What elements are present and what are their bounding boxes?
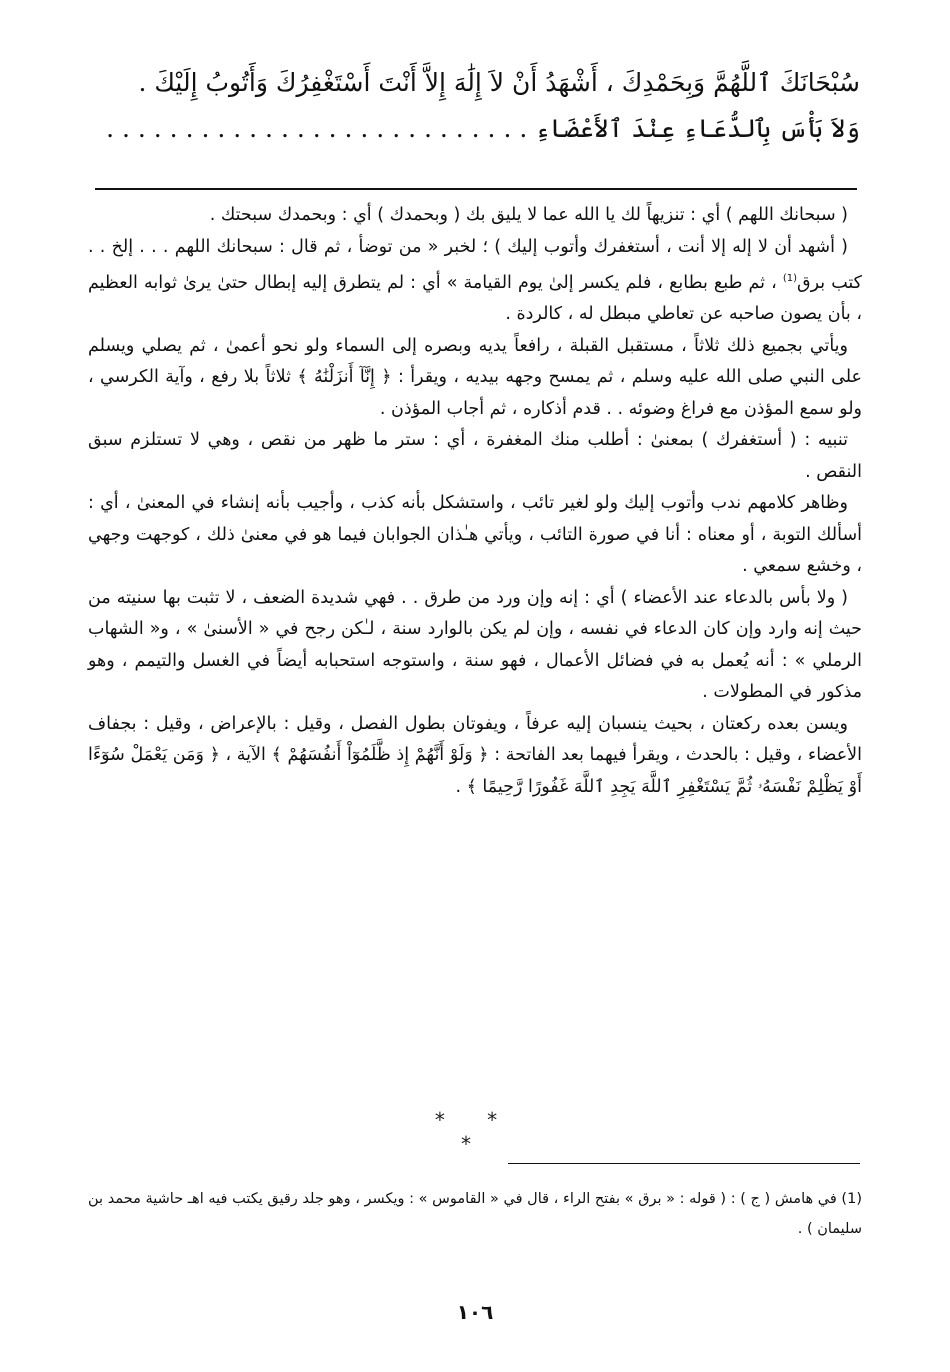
footnote-text: (1) في هامش ( ج ) : ( قوله : « برق » بفتح الراء ، قال في « القاموس » : ويكسر ، وهو جلد رقيق يكتب فيه اهـ حاشية محمد بن سليمان ) . [88, 1191, 862, 1237]
sharh-paragraph: ( ولا بأس بالدعاء عند الأعضاء ) أي : إنه وإن ورد من طرق . . فهي شديدة الضعف ، لا تثبت بها سنيته من حيث إنه وارد وإن كان الدعاء في نفسه ، وإن لم يكن بالوارد سنة ، لـٰكن رجح في « الأسنىٰ » ، و« الشهاب الرملي » : أنه يُعمل به في فضائل الأعمال ، فهو سنة ، واستوجه استحبابه أيضاً في الغسل والتيمم ، وهو مذكور في المطولات . [88, 587, 862, 703]
sharh-paragraph: ( سبحانك اللهم ) أي : تنزيهاً لك يا الله عما لا يليق بك ( وبحمدك ) أي : وبحمدك سبحتك . [209, 205, 848, 225]
page-number: ١٠٦ [456, 1300, 494, 1324]
sharh-paragraph [88, 232, 862, 331]
footnote [88, 1184, 862, 1244]
footnote-divider [508, 1163, 860, 1164]
matn-line-1: سُبْحَانَكَ ٱللَّهُمَّ وَبِحَمْدِكَ ، أَشْهَدُ أَنْ لاَ إِلَٰهَ إِلاَّ أَنْتَ أَسْتَغْفِرُكَ وَأَتُوبُ إِلَيْكَ . [138, 68, 860, 97]
sharh-paragraph: وظاهر كلامهم ندب وأتوب إليك ولو لغير تائب ، واستشكل بأنه كذب ، وأجيب بأنه إنشاء في المعنىٰ ، أي : أسألك التوبة ، أو معناه : أنا في صورة التائب ، ويأتي هـٰذان الجوابان فيما هو في معنىٰ ذلك ، كوجهت وجهي ، وخشع سمعي . [88, 493, 862, 577]
sharh-paragraph: تنبيه : ( أستغفرك ) بمعنىٰ : أطلب منك المغفرة ، أي : ستر ما ظهر من نقص ، وهي لا تستلزم سبق النقص . [88, 430, 862, 482]
footnote-marker: (1) [782, 273, 798, 284]
matn-divider [95, 188, 857, 190]
sharh-text: ، ثم طبع بطابع ، فلم يكسر إلىٰ يوم القيامة » أي : لم يتطرق إليه إبطال حتىٰ يرىٰ ثوابه العظيم ، بأن يصون صاحبه عن تعاطي مبطل له ، كالردة . [88, 272, 862, 325]
sharh-commentary [88, 200, 862, 803]
sharh-text: ( أشهد أن لا إله إلا أنت ، أستغفرك وأتوب إليك ) ؛ لخبر « من توضأ ، ثم قال : سبحانك اللهم . . . إلخ . . كتب برق [88, 236, 862, 293]
section-stars: * * * [434, 1108, 516, 1156]
matn-line-2: وَلاَ بَأْسَ بِٱلدُّعَاءِ عِنْدَ ٱلأَعْضَاءِ . . . . . . . . . . . . . . . . . . . . . . . . . . . [106, 114, 860, 143]
matn-text [88, 60, 860, 152]
sharh-paragraph: ويأتي بجميع ذلك ثلاثاً ، مستقبل القبلة ، رافعاً يديه وبصره إلى السماء ولو نحو أعمىٰ ، ثم يصلي ويسلم على النبي صلى الله عليه وسلم ، ثم يمسح وجهه بيديه ، ويقرأ : ﴿ إِنَّآ أَنزَلْنَٰهُ ﴾ ثلاثاً بلا رفع ، وآية الكرسي ، ولو سمع المؤذن مع فراغ وضوئه . . قدم أذكاره ، ثم أجاب المؤذن . [88, 335, 862, 419]
sharh-paragraph: ويسن بعده ركعتان ، بحيث ينسبان إليه عرفاً ، ويفوتان بطول الفصل ، وقيل : بالإعراض ، وقيل : بجفاف الأعضاء ، وقيل : بالحدث ، ويقرأ فيهما بعد الفاتحة : ﴿ وَلَوْ أَنَّهُمْ إِذ ظَّلَمُوٓاْ أَنفُسَهُمْ ﴾ الآية ، ﴿ وَمَن يَعْمَلْ سُوٓءًا أَوْ يَظْلِمْ نَفْسَهُۥ ثُمَّ يَسْتَغْفِرِ ٱللَّهَ يَجِدِ ٱللَّهَ غَفُورًا رَّحِيمًا ﴾ . [88, 713, 862, 797]
